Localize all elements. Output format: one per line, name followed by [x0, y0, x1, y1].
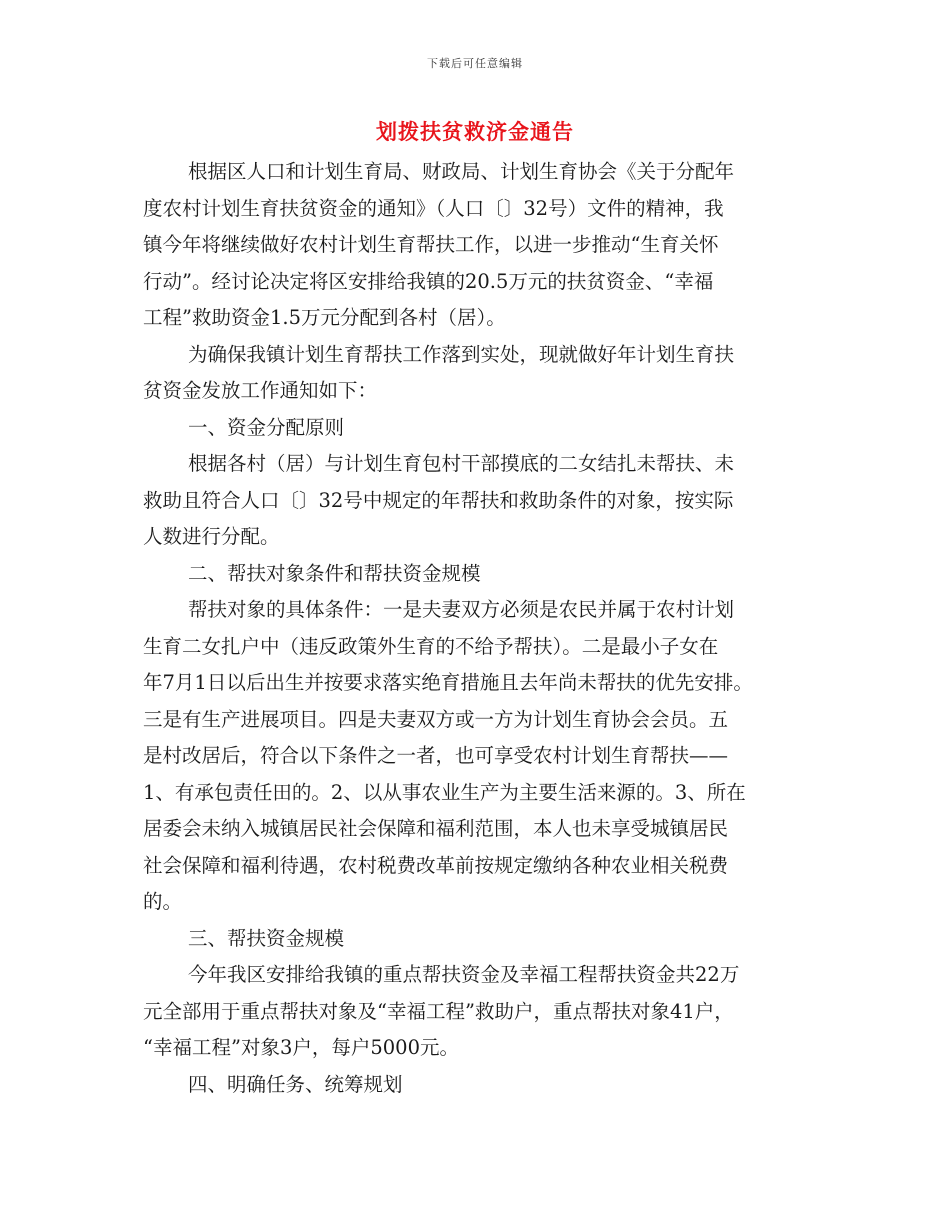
paragraph-line: 根据各村（居）与计划生育包村干部摸底的二女结扎未帮扶、未 [188, 452, 735, 475]
paragraph-line: 四、明确任务、统筹规划 [188, 1072, 403, 1096]
paragraph-line: 今年我区安排给我镇的重点帮扶资金及幸福工程帮扶资金共22万 [188, 963, 740, 986]
paragraph-line: 年7月1日以后出生并按要求落实绝育措施且去年尚未帮扶的优先安排。 [143, 671, 753, 694]
paragraph-line: 元全部用于重点帮扶对象及“幸福工程”救助户，重点帮扶对象41户， [143, 999, 734, 1023]
paragraph-line: 为确保我镇计划生育帮扶工作落到实处，现就做好年计划生育扶 [188, 342, 735, 366]
paragraph [143, 337, 823, 410]
paragraph-line: 工程”救助资金1.5万元分配到各村（居）。 [143, 306, 506, 329]
paragraph-line: 度农村计划生育扶贫资金的通知》（人口〔〕32号）文件的精神，我 [143, 196, 724, 220]
paragraph [143, 1067, 823, 1104]
paragraph [143, 957, 823, 1067]
paragraph-line: 一、资金分配原则 [188, 415, 345, 439]
document-title: 划拨扶贫救济金通告 [376, 120, 574, 144]
paragraph [143, 410, 823, 447]
header-note: 下载后可任意编辑 [427, 57, 523, 70]
paragraph-line: 二、帮扶对象条件和帮扶资金规模 [188, 561, 481, 585]
paragraph-line: 三是有生产进展项目。四是夫妻双方或一方为计划生育协会会员。五 [143, 707, 729, 731]
paragraph-line: 贫资金发放工作通知如下： [143, 379, 378, 402]
paragraph-line: 1、有承包责任田的。2、以从事农业生产为主要生活来源的。3、所在 [143, 780, 746, 804]
paragraph-line: 行动”。经讨论决定将区安排给我镇的20.5万元的扶贫资金、“幸福 [143, 269, 714, 293]
paragraph-line: “幸福工程”对象3户，每户5000元。 [143, 1036, 459, 1059]
paragraph-line: 救助且符合人口〔〕32号中规定的年帮扶和救助条件的对象，按实际 [143, 488, 734, 512]
paragraph [143, 446, 823, 556]
paragraph-line: 镇今年将继续做好农村计划生育帮扶工作，以进一步推动“生育关怀 [143, 233, 719, 256]
paragraph [143, 592, 823, 921]
paragraph-line: 是村改居后，符合以下条件之一者，也可享受农村计划生育帮扶—— [143, 744, 729, 767]
paragraph-line: 生育二女扎户中（违反政策外生育的不给予帮扶）。二是最小子女在 [143, 634, 719, 658]
paragraph-line: 的。 [143, 890, 183, 913]
paragraph-line: 帮扶对象的具体条件：一是夫妻双方必须是农民并属于农村计划 [188, 598, 735, 621]
paragraph-line: 三、帮扶资金规模 [188, 926, 345, 950]
paragraph-line: 根据区人口和计划生育局、财政局、计划生育协会《关于分配年 [188, 160, 735, 183]
paragraph [143, 154, 823, 337]
paragraph-line: 社会保障和福利待遇，农村税费改革前按规定缴纳各种农业相关税费 [143, 853, 729, 877]
paragraph [143, 556, 823, 593]
document-body [143, 154, 823, 1103]
paragraph-line: 人数进行分配。 [143, 525, 280, 548]
paragraph-line: 居委会未纳入城镇居民社会保障和福利范围，本人也未享受城镇居民 [143, 817, 729, 840]
paragraph [143, 921, 823, 958]
